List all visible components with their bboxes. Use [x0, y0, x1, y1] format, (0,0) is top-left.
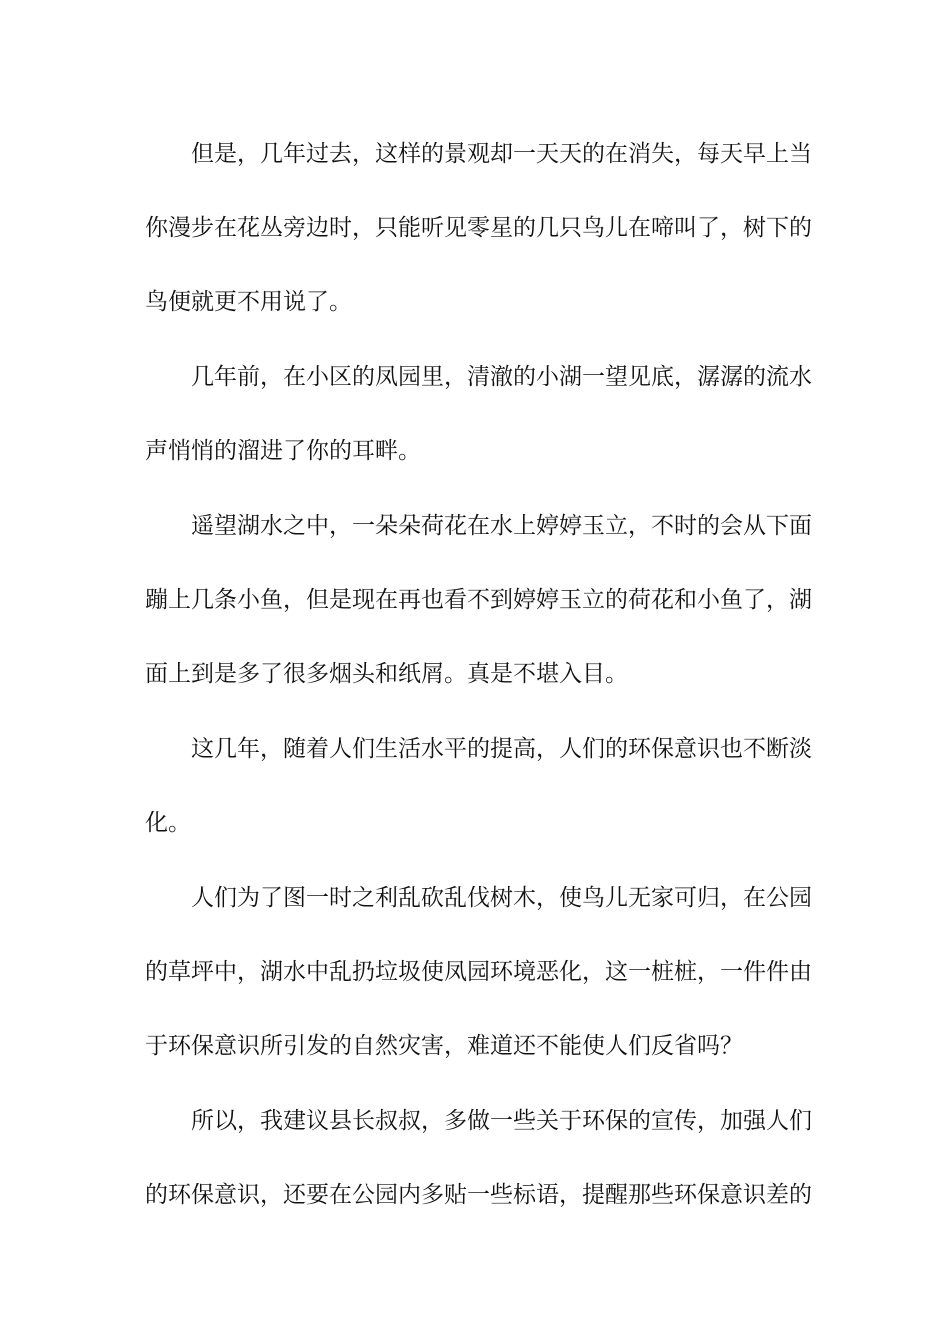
paragraph-6-line-2: 的环保意识，还要在公园内多贴一些标语，提醒那些环保意识差的: [145, 1182, 812, 1208]
paragraph-4-line-1: 这几年，随着人们生活水平的提高，人们的环保意识也不断淡: [191, 736, 812, 762]
paragraph-5-line-1: 人们为了图一时之利乱砍乱伐树木，使鸟儿无家可归，在公园: [191, 885, 812, 911]
paragraph-5-line-2: 的草坪中，湖水中乱扔垃圾使凤园环境恶化，这一桩桩，一件件由: [145, 959, 812, 985]
paragraph-5-line-3: 于环保意识所引发的自然灾害，难道还不能使人们反省吗？: [145, 1033, 743, 1059]
paragraph-1-line-3: 鸟便就更不用说了。: [145, 289, 352, 315]
paragraph-3-line-2: 蹦上几条小鱼，但是现在再也看不到婷婷玉立的荷花和小鱼了，湖: [145, 587, 812, 613]
paragraph-1-line-2: 你漫步在花丛旁边时，只能听见零星的几只鸟儿在啼叫了，树下的: [145, 215, 812, 241]
paragraph-4-line-2: 化。: [145, 810, 191, 836]
paragraph-2-line-1: 几年前，在小区的凤园里，清澈的小湖一望见底，潺潺的流水: [191, 364, 812, 390]
paragraph-3-line-1: 遥望湖水之中，一朵朵荷花在水上婷婷玉立，不时的会从下面: [191, 513, 812, 539]
paragraph-2-line-2: 声悄悄的溜进了你的耳畔。: [145, 438, 421, 464]
paragraph-3-line-3: 面上到是多了很多烟头和纸屑。真是不堪入目。: [145, 661, 628, 687]
paragraph-6-line-1: 所以，我建议县长叔叔，多做一些关于环保的宣传，加强人们: [191, 1108, 812, 1134]
paragraph-1-line-1: 但是，几年过去，这样的景观却一天天的在消失，每天早上当: [191, 141, 812, 167]
